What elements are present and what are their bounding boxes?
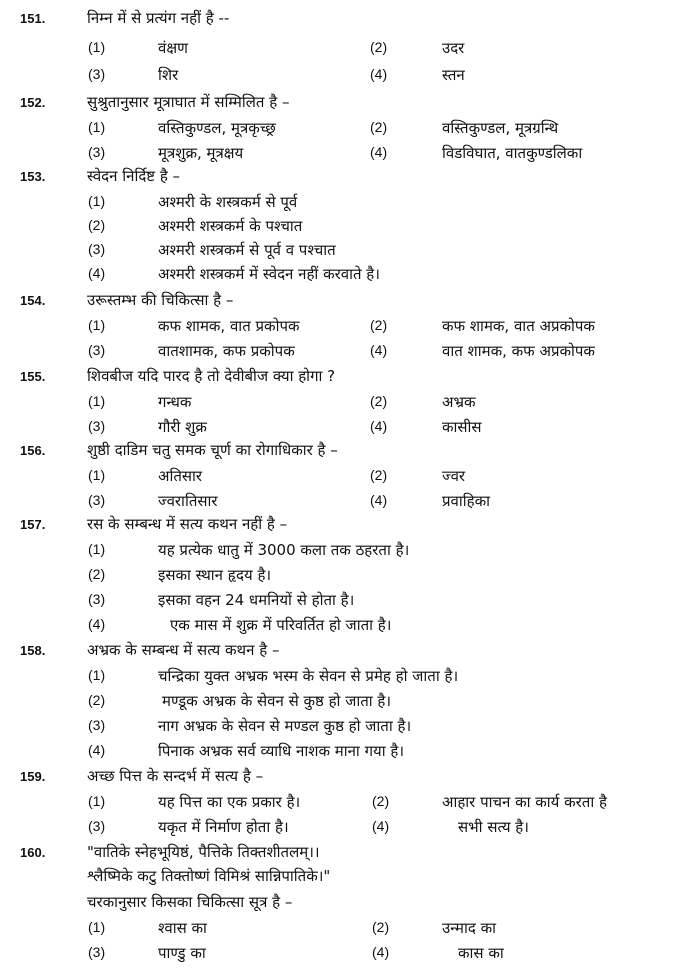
option-number: (4) (370, 66, 388, 82)
question-verse-line-1: "वातिके स्नेहभूयिष्ठं, पैत्तिके तिक्तशीतलम्।। (87, 843, 320, 861)
question-number: 156. (20, 443, 46, 458)
option-text: एक मास में शुक्र में परिवर्तित हो जाता है। (170, 616, 392, 634)
option-text: उन्माद का (442, 919, 496, 937)
option-text: श्वास का (158, 919, 207, 937)
question-text: शुष्ठी दाडिम चतु समक चूर्ण का रोगाधिकार है – (87, 441, 338, 459)
question-number: 151. (20, 11, 46, 26)
option-number: (2) (370, 119, 388, 135)
option-number: (1) (88, 793, 106, 809)
option-text: अश्मरी शस्त्रकर्म से पूर्व व पश्चात (158, 241, 336, 259)
option-text: यह पित्त का एक प्रकार है। (158, 793, 301, 811)
option-number: (4) (372, 818, 390, 834)
option-number: (1) (88, 467, 106, 483)
option-number: (4) (88, 742, 106, 758)
option-text: उदर (442, 39, 465, 57)
option-number: (3) (88, 144, 106, 160)
option-text: आहार पाचन का कार्य करता है (442, 793, 607, 811)
option-number: (1) (88, 39, 106, 55)
option-number: (3) (88, 818, 106, 834)
option-number: (2) (370, 393, 388, 409)
option-number: (4) (372, 944, 390, 960)
option-text: अश्मरी के शस्त्रकर्म से पूर्व (158, 193, 298, 211)
question-number: 152. (20, 95, 46, 110)
option-text: पाण्डु का (158, 944, 206, 962)
option-text: अश्मरी शस्त्रकर्म के पश्चात (158, 217, 303, 235)
option-number: (3) (88, 492, 106, 508)
question-text: अभ्रक के सम्बन्ध में सत्य कथन है – (87, 641, 280, 659)
question-text: सुश्रुतानुसार मूत्राघात में सम्मिलित है – (87, 93, 290, 111)
option-text: चन्द्रिका युक्त अभ्रक भस्म के सेवन से प्रमेह हो जाता है। (158, 667, 459, 685)
option-text: इसका वहन 24 धमनियों से होता है। (158, 591, 355, 609)
question-text: उरूस्तम्भ की चिकित्सा है – (87, 291, 234, 309)
option-text: गौरी शुक्र (158, 418, 207, 436)
question-text: स्वेदन निर्दिष्ट है – (87, 167, 181, 185)
option-text: अभ्रक (442, 393, 476, 411)
option-text: शिर (158, 66, 179, 84)
option-text: वस्तिकुण्डल, मूत्रग्रन्थि (442, 119, 559, 137)
option-number: (2) (370, 467, 388, 483)
option-number: (4) (88, 616, 106, 632)
option-text: वातशामक, कफ प्रकोपक (158, 342, 295, 360)
option-text: सभी सत्य है। (458, 818, 529, 836)
option-number: (4) (88, 265, 106, 281)
option-text: वंक्षण (158, 39, 188, 57)
option-number: (2) (372, 919, 390, 935)
question-text: चरकानुसार किसका चिकित्सा सूत्र है – (87, 893, 293, 911)
option-number: (1) (88, 193, 106, 209)
question-number: 153. (20, 169, 46, 184)
option-number: (4) (370, 342, 388, 358)
option-text: गन्धक (158, 393, 192, 411)
option-number: (4) (370, 492, 388, 508)
option-number: (2) (88, 217, 106, 233)
option-number: (2) (370, 39, 388, 55)
option-number: (3) (88, 241, 106, 257)
option-text: ज्वरातिसार (158, 492, 218, 510)
question-number: 160. (20, 845, 46, 860)
question-text: शिवबीज यदि पारद है तो देवीबीज क्या होगा ? (87, 367, 336, 385)
option-number: (2) (88, 566, 106, 582)
question-number: 157. (20, 517, 46, 532)
option-text: यकृत में निर्माण होता है। (158, 818, 289, 836)
option-number: (1) (88, 119, 106, 135)
option-number: (1) (88, 667, 106, 683)
option-text: पिनाक अभ्रक सर्व व्याधि नाशक माना गया है। (158, 742, 405, 760)
option-number: (1) (88, 541, 106, 557)
option-number: (4) (370, 418, 388, 434)
question-number: 154. (20, 293, 46, 308)
question-text: रस के सम्बन्ध में सत्य कथन नहीं है – (87, 515, 288, 533)
option-number: (3) (88, 717, 106, 733)
option-text: अश्मरी शस्त्रकर्म में स्वेदन नहीं करवाते है। (158, 265, 380, 283)
question-verse-line-2: श्लैष्मिके कटु तिक्तोष्णं विमिश्रं सान्निपातिके।" (87, 867, 331, 885)
question-number: 155. (20, 369, 46, 384)
option-text: वस्तिकुण्डल, मूत्रकृच्छ्र (158, 119, 276, 137)
option-text: अतिसार (158, 467, 203, 485)
option-number: (4) (370, 144, 388, 160)
option-number: (1) (88, 919, 106, 935)
option-number: (3) (88, 591, 106, 607)
option-number: (2) (88, 692, 106, 708)
option-number: (3) (88, 342, 106, 358)
option-text: मण्डूक अभ्रक के सेवन से कुष्ठ हो जाता है। (162, 692, 392, 710)
option-text: कासीस (442, 418, 482, 436)
option-text: स्तन (442, 66, 465, 84)
option-text: कफ शामक, वात अप्रकोपक (442, 317, 595, 335)
option-text: मूत्रशुक्र, मूत्रक्षय (158, 144, 244, 162)
option-text: कास का (458, 944, 504, 962)
option-text: इसका स्थान हृदय है। (158, 566, 272, 584)
option-text: नाग अभ्रक के सेवन से मण्डल कुष्ठ हो जाता है। (158, 717, 412, 735)
option-number: (1) (88, 393, 106, 409)
option-number: (3) (88, 418, 106, 434)
option-number: (2) (370, 317, 388, 333)
option-text: यह प्रत्येक धातु में 3000 कला तक ठहरता है। (158, 541, 410, 559)
question-text: निम्न में से प्रत्यंग नहीं है -- (87, 9, 230, 27)
option-number: (1) (88, 317, 106, 333)
option-text: ज्वर (442, 467, 466, 485)
option-number: (3) (88, 66, 106, 82)
option-text: वात शामक, कफ अप्रकोपक (442, 342, 595, 360)
option-text: विडविघात, वातकुण्डलिका (442, 144, 583, 162)
question-number: 158. (20, 643, 46, 658)
question-text: अच्छ पित्त के सन्दर्भ में सत्य है – (87, 767, 264, 785)
question-number: 159. (20, 769, 46, 784)
option-number: (3) (88, 944, 106, 960)
option-number: (2) (372, 793, 390, 809)
option-text: कफ शामक, वात प्रकोपक (158, 317, 300, 335)
option-text: प्रवाहिका (442, 492, 491, 510)
